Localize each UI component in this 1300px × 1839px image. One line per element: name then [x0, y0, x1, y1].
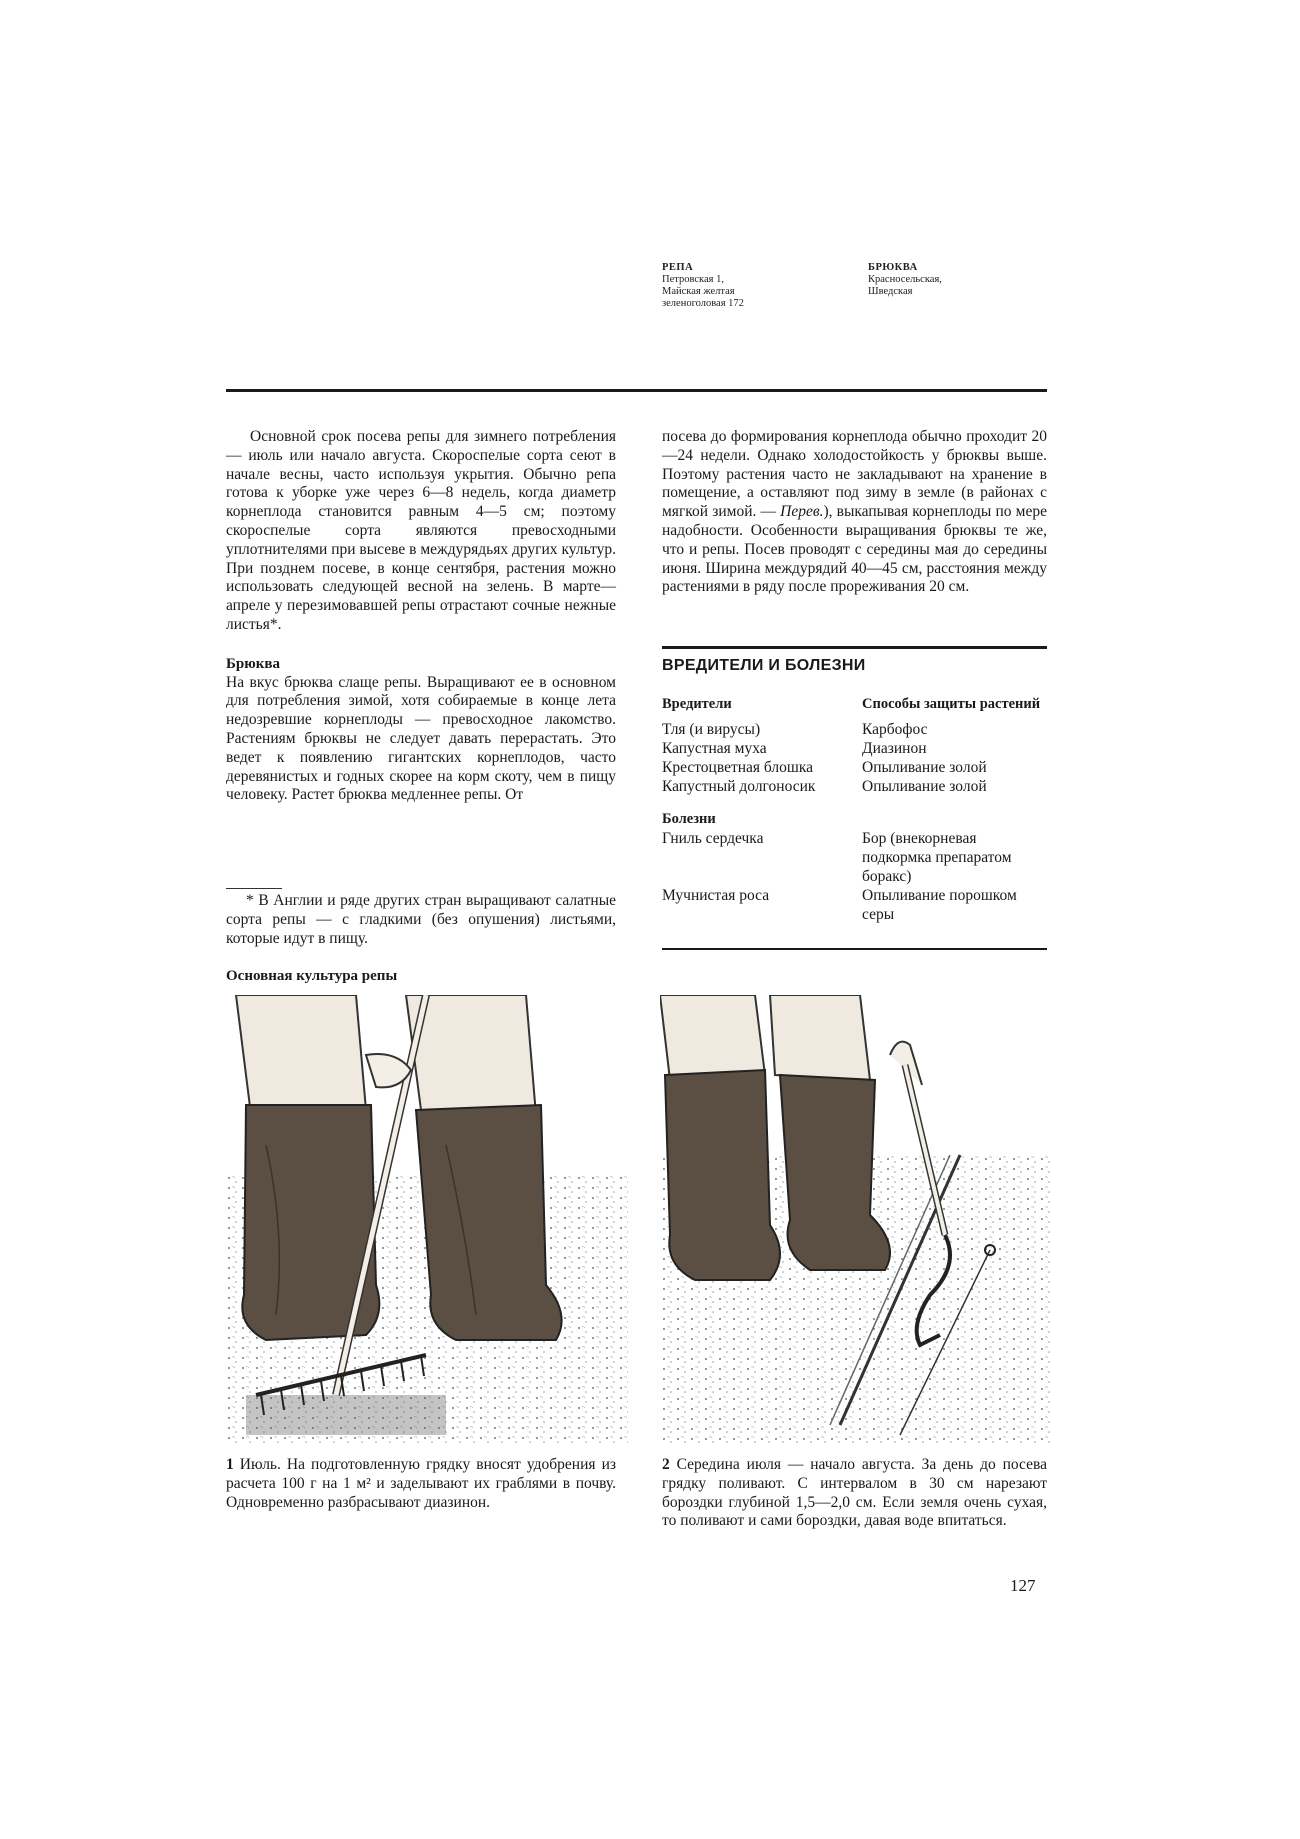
left-paragraph-2: На вкус брюква слаще репы. Выращивают ее в основном для потребления зимой, хотя собираемые в конце лета недозревшие корнеплоды — превосходное лакомство. Растениям брюквы не следует давать перерастать. Это ведет к появлению гигантских корнеплодов, часто деревянистых и годных скорее на корм скоту, чем в пищу человеку. Растет брюква медленнее репы. От	[226, 673, 616, 804]
pests-section-title: ВРЕДИТЕЛИ И БОЛЕЗНИ	[662, 657, 866, 674]
right-paragraph-1	[662, 428, 1047, 597]
pests-table	[662, 695, 1047, 924]
table-row	[662, 886, 1047, 924]
table-row	[662, 829, 1047, 886]
disease-method: Опыливание порошком серы	[862, 887, 1017, 923]
page-number: 127	[1010, 1576, 1036, 1595]
varieties-repa-line: Майская желтая	[662, 286, 735, 297]
pest-method: Карбофос	[862, 721, 928, 738]
varieties-repa-line: зеленоголовая 172	[662, 298, 744, 309]
right-paragraph-1-b: ), выкапывая корнеплоды по мере надобности. Особенности выращивания брюквы те же, что и репы. Посев проводят с середины мая до середины июня. Ширина междурядий 40—45 см, расстояния между растениями в ряду после прореживания 20 см.	[662, 503, 1047, 596]
varieties-repa-title: РЕПА	[662, 262, 694, 273]
caption-1-number: 1	[226, 1456, 234, 1473]
pest-name: Крестоцветная блошка	[662, 759, 814, 776]
bryukva-heading: Брюква	[226, 655, 280, 672]
caption-2-number: 2	[662, 1456, 670, 1473]
left-paragraph-1: Основной срок посева репы для зимнего потребления — июль или начало августа. Скороспелые сорта сеют в начале весны, часто используя укрытия. Обычно репа готова к уборке уже через 6—8 недель, когда диаметр корнеплода становится равным 4—5 см; поэтому скороспелые сорта являются превосходными уплотнителями при высеве в междурядьях других культур. При позднем посеве, в конце сентября, растения можно использовать следующей весной на зелень. В марте—апреле у перезимовавшей репы отрастают сочные нежные листья*.	[226, 428, 616, 633]
table-row	[662, 739, 1047, 758]
table-row	[662, 777, 1047, 796]
pests-rule-top	[662, 646, 1047, 649]
varieties-repa-line: Петровская 1,	[662, 274, 724, 285]
illustration-raking	[226, 995, 628, 1445]
diseases-header: Болезни	[662, 811, 716, 827]
pest-method: Опыливание золой	[862, 778, 987, 795]
pests-rule-bottom	[662, 948, 1047, 950]
caption-2-text: Середина июля — начало августа. За день до посева грядку поливают. С интервалом в 30 см нарезают бороздки глубиной 1,5—2,0 см. Если земля очень сухая, то поливают и сами бороздки, давая воде впитаться.	[662, 1456, 1047, 1530]
pest-name: Капустный долгоносик	[662, 778, 816, 795]
top-rule	[226, 389, 1047, 392]
left-column	[226, 428, 616, 805]
varieties-bryukva-line: Шведская	[868, 286, 913, 297]
table-row	[662, 720, 1047, 739]
translator-note: Перев.	[780, 503, 824, 521]
caption-1	[226, 1456, 616, 1512]
right-paragraph-1-a: посева до формирования корнеплода обычно проходит 20—24 недели. Однако холодостойкость у брюквы выше. Поэтому растения часто не закладывают на хранение в помещение, а оставляют под зиму в земле (в районах с мягкой зимой. —	[662, 428, 1047, 521]
pest-name: Капустная муха	[662, 740, 767, 757]
varieties-bryukva-line: Красносельская,	[868, 274, 942, 285]
illustration-drills	[660, 995, 1050, 1445]
table-row	[662, 758, 1047, 777]
caption-1-text: Июль. На подготовленную грядку вносят удобрения из расчета 100 г на 1 м² и заделывают их граблями в почву. Одновременно разбрасывают диазинон.	[226, 1456, 616, 1511]
varieties-bryukva	[868, 262, 942, 298]
pests-header: Вредители	[662, 696, 732, 712]
footnote-rule	[226, 888, 282, 889]
pests-header-row	[662, 695, 1047, 714]
disease-name: Гниль сердечка	[662, 830, 764, 847]
varieties-bryukva-title: БРЮКВА	[868, 262, 918, 273]
right-column	[662, 428, 1047, 597]
culture-heading: Основная культура репы	[226, 968, 398, 984]
methods-header: Способы защиты растений	[862, 696, 1041, 712]
pest-method: Диазинон	[862, 740, 927, 757]
disease-method: Бор (внекорневая подкормка препаратом боракс)	[862, 830, 1012, 885]
pest-method: Опыливание золой	[862, 759, 987, 776]
disease-name: Мучнистая роса	[662, 887, 770, 904]
pest-name: Тля (и вирусы)	[662, 721, 761, 738]
varieties-repa	[662, 262, 744, 310]
caption-2	[662, 1456, 1047, 1531]
footnote: * В Англии и ряде других стран выращивают салатные сорта репы — с гладкими (без опушения) листьями, которые идут в пищу.	[226, 892, 616, 947]
